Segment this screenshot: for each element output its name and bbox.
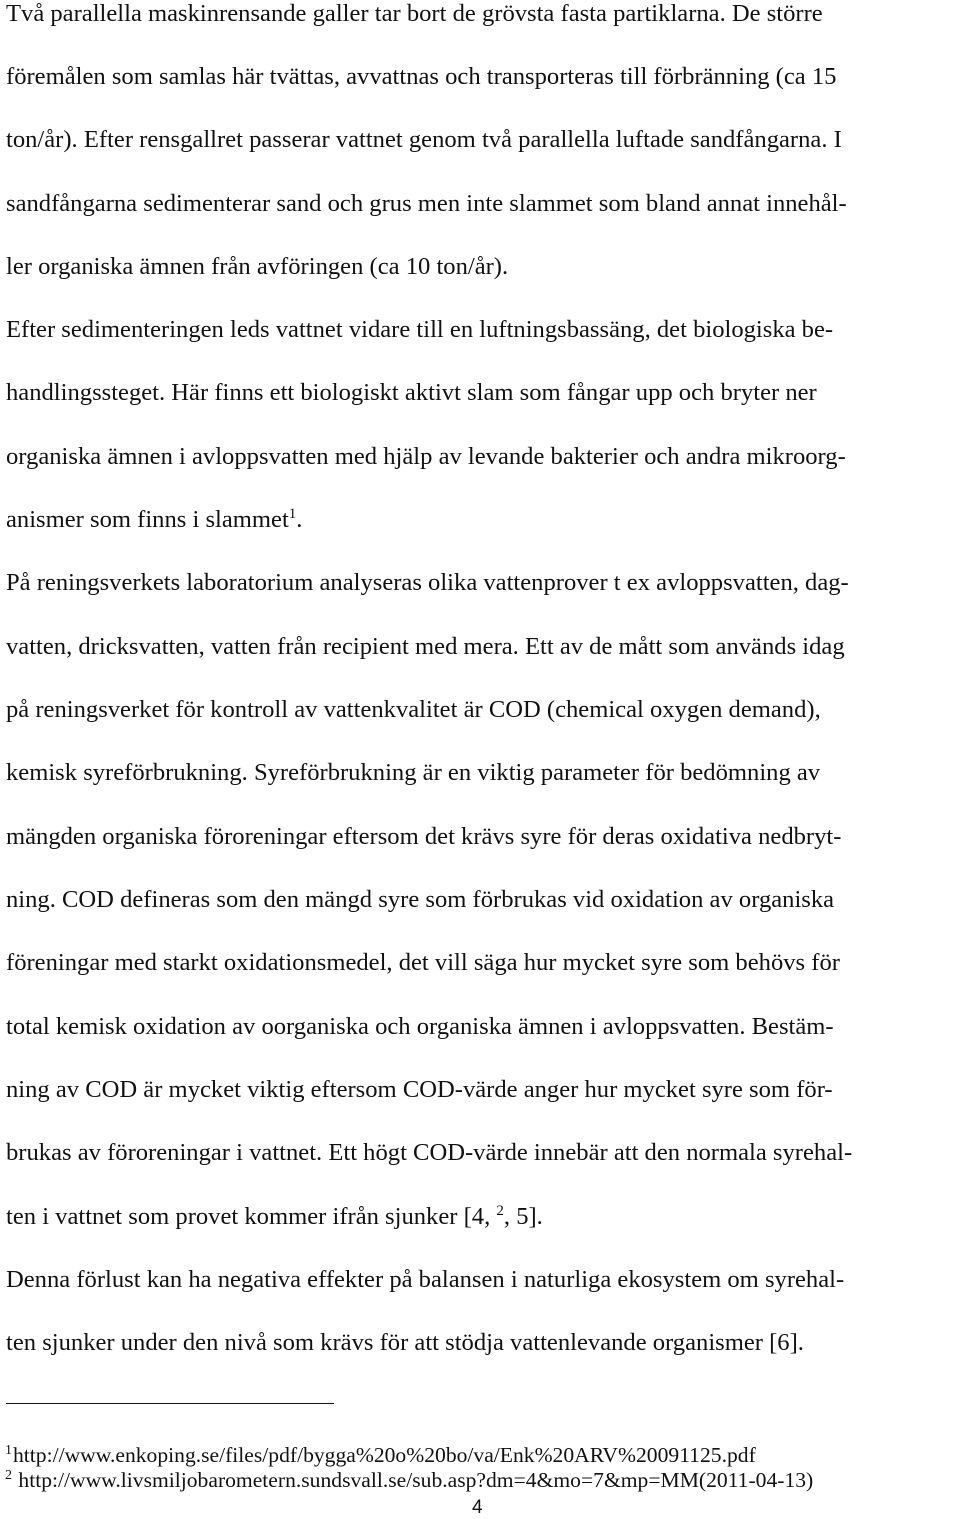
body-line	[6, 505, 302, 535]
body-line: Denna förlust kan ha negativa effekter på balansen i naturliga ekosystem om syrehal-	[6, 1266, 845, 1293]
footnote-separator	[6, 1403, 334, 1404]
body-line: kemisk syreförbrukning. Syreförbrukning är en viktig parameter för bedömning av	[6, 759, 821, 786]
footnote-ref: 1	[288, 506, 297, 522]
body-line: brukas av föroreningar i vattnet. Ett högt COD-värde innebär att den normala syrehal-	[6, 1139, 853, 1166]
body-line: ning. COD defineras som den mängd syre som förbrukas vid oxidation av organiska	[6, 886, 835, 913]
body-line: På reningsverkets laboratorium analyseras olika vattenprover t ex avloppsvatten, dag-	[6, 569, 849, 596]
body-line: Efter sedimenteringen leds vattnet vidare till en luftningsbassäng, det biologiska be-	[6, 316, 834, 343]
body-line: organiska ämnen i avloppsvatten med hjälp av levande bakterier och andra mikroorg-	[6, 443, 846, 470]
body-line: handlingssteget. Här finns ett biologiskt aktivt slam som fångar upp och bryter ner	[6, 379, 817, 406]
body-line: mängden organiska föroreningar eftersom det krävs syre för deras oxidativa nedbryt-	[6, 823, 842, 850]
body-line: ning av COD är mycket viktig eftersom COD-värde anger hur mycket syre som för-	[6, 1076, 833, 1103]
footnote-marker: 2	[5, 1468, 12, 1483]
body-text: anismer som finns i slammet	[6, 506, 289, 533]
body-line: på reningsverket för kontroll av vattenkvalitet är COD (chemical oxygen demand),	[6, 696, 821, 723]
footnote-ref: 2	[496, 1203, 504, 1219]
body-line: ton/år). Efter rensgallret passerar vattnet genom två parallella luftade sandfångarna. I	[6, 126, 842, 153]
footnote-url[interactable]: http://www.enkoping.se/files/pdf/bygga%20o%20bo/va/Enk%20ARV%20091125.pdf	[13, 1443, 756, 1467]
body-line: sandfångarna sedimenterar sand och grus men inte slammet som bland annat innehål-	[6, 190, 847, 217]
body-line: ler organiska ämnen från avföringen (ca 10 ton/år).	[6, 253, 509, 280]
footnote-url[interactable]: http://www.livsmiljobarometern.sundsvall.se/sub.asp?dm=4&mo=7&mp=MM(2011-04-13)	[13, 1468, 814, 1492]
body-text: .	[296, 506, 303, 533]
body-line: föreningar med starkt oxidationsmedel, det vill säga hur mycket syre som behövs för	[6, 949, 840, 976]
footnote	[5, 1467, 813, 1493]
body-line	[6, 1202, 543, 1232]
page-number: 4	[472, 1497, 483, 1518]
body-line: vatten, dricksvatten, vatten från recipient med mera. Ett av de mått som används idag	[6, 633, 845, 660]
footnote-marker: 1	[5, 1443, 12, 1458]
body-line: ten sjunker under den nivå som krävs för att stödja vattenlevande organismer [6].	[6, 1329, 804, 1356]
body-text: ten i vattnet som provet kommer ifrån sjunker [4,	[6, 1203, 497, 1230]
body-line: Två parallella maskinrensande galler tar bort de grövsta fasta partiklarna. De större	[6, 0, 823, 27]
body-line: föremålen som samlas här tvättas, avvattnas och transporteras till förbränning (ca 15	[6, 63, 837, 90]
body-line: total kemisk oxidation av oorganiska och organiska ämnen i avloppsvatten. Bestäm-	[6, 1013, 834, 1040]
body-text: , 5].	[503, 1203, 543, 1230]
footnote	[5, 1442, 756, 1468]
